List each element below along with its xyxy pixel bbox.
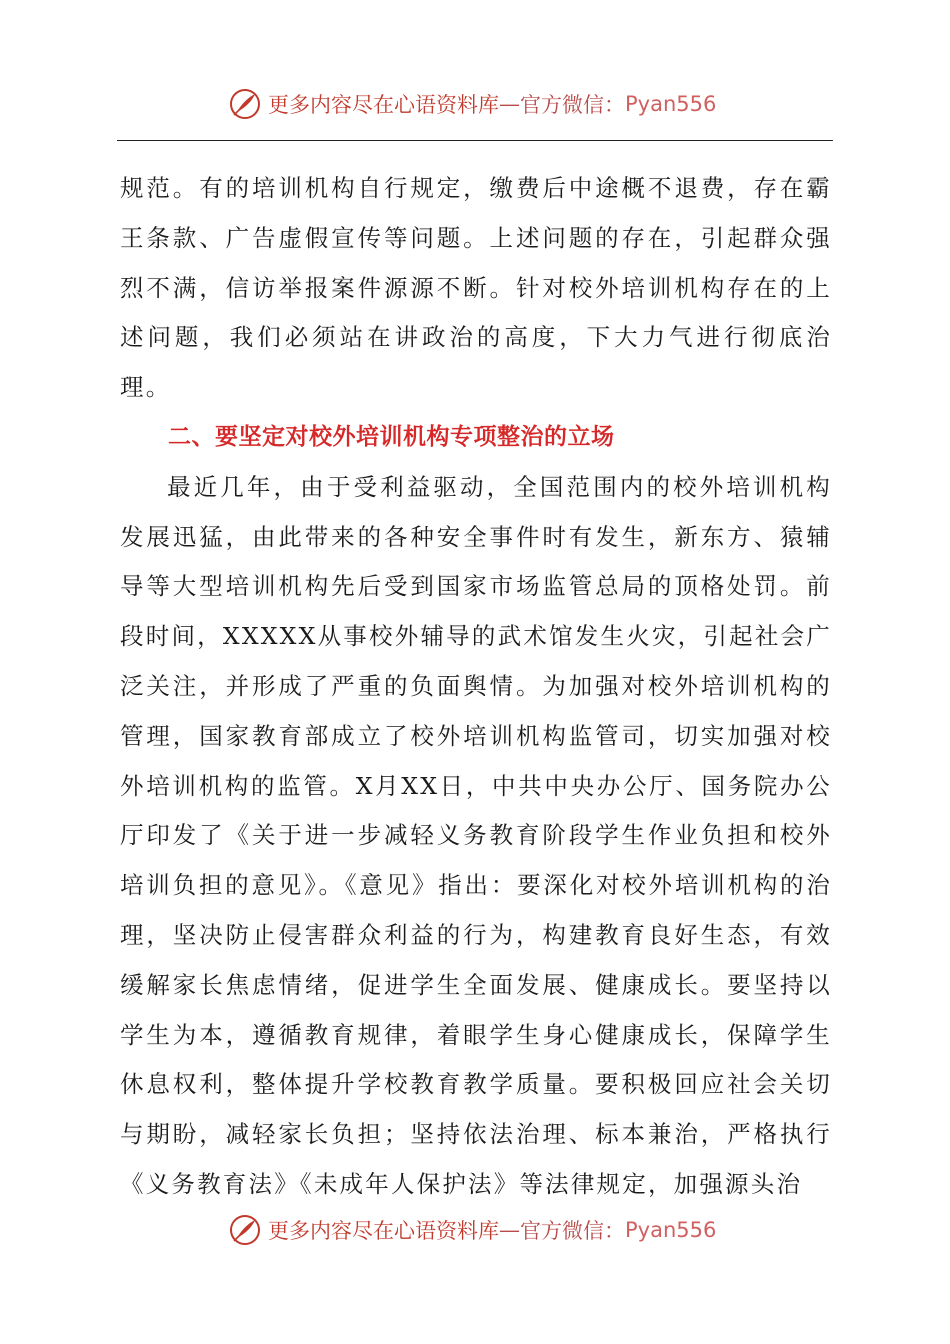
document-body	[120, 164, 832, 1210]
quill-logo-icon	[228, 87, 262, 121]
quill-logo-icon	[228, 1213, 262, 1247]
footer-banner	[228, 1212, 716, 1248]
banner-wechat-id: Pyan556	[625, 1218, 717, 1242]
banner-dash: —	[499, 1218, 520, 1242]
banner-wechat-label: 官方微信：	[520, 1219, 625, 1243]
banner-brand: 更多内容尽在心语资料库	[268, 93, 499, 117]
paragraph-body: 最近几年，由于受利益驱动，全国范围内的校外培训机构发展迅猛，由此带来的各种安全事件时有发生，新东方、猿辅导等大型培训机构先后受到国家市场监管总局的顶格处罚。前段时间，XXXXX从事校外辅导的武术馆发生火灾，引起社会广泛关注，并形成了严重的负面舆情。为加强对校外培训机构的管理，国家教育部成立了校外培训机构监管司，切实加强对校外培训机构的监管。X月XX日，中共中央办公厅、国务院办公厅印发了《关于进一步减轻义务教育阶段学生作业负担和校外培训负担的意见》。《意见》指出：要深化对校外培训机构的治理，坚决防止侵害群众利益的行为，构建教育良好生态，有效缓解家长焦虑情绪，促进学生全面发展、健康成长。要坚持以学生为本，遵循教育规律，着眼学生身心健康成长，保障学生休息权利，整体提升学校教育教学质量。要积极回应社会关切与期盼，减轻家长负担；坚持依法治理、标本兼治，严格执行《义务教育法》《未成年人保护法》等法律规定，加强源头治	[120, 472, 832, 1198]
banner-dash: —	[499, 92, 520, 116]
header-divider	[117, 140, 833, 141]
header-banner	[228, 86, 716, 122]
banner-wechat-id: Pyan556	[625, 92, 717, 116]
paragraph-continuation: 规范。有的培训机构自行规定，缴费后中途概不退费，存在霸王条款、广告虚假宣传等问题。上述问题的存在，引起群众强烈不满，信访举报案件源源不断。针对校外培训机构存在的上述问题，我们必须站在讲政治的高度，下大力气进行彻底治理。	[120, 174, 832, 402]
section-heading: 二、要坚定对校外培训机构专项整治的立场	[168, 423, 615, 450]
banner-brand: 更多内容尽在心语资料库	[268, 1219, 499, 1243]
banner-wechat-label: 官方微信：	[520, 93, 625, 117]
